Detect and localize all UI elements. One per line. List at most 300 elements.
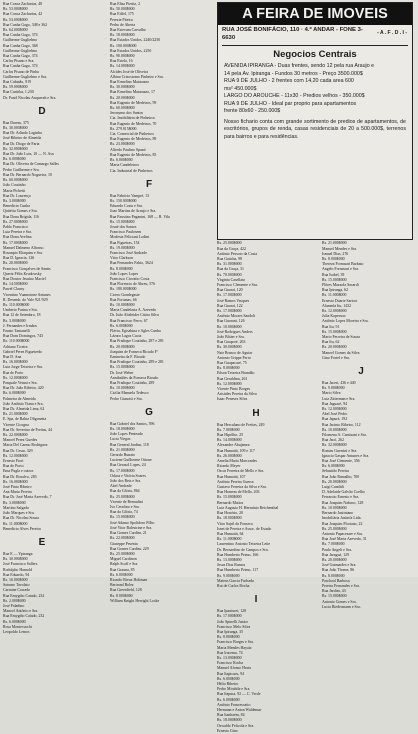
listing-line: Rua Dr. Nicolau Souza <box>3 516 39 521</box>
listing-line: Rs. 30.000$000 <box>217 345 242 350</box>
listing-line: Palmeira de Almeida <box>3 396 36 401</box>
ad-address: RUA JOSÉ BONIFÁCIO, 110 · 4.º ANDAR - FONE 3-6630 <box>222 27 363 41</box>
ad-line: AVENIDA IPIRANGA - Duas frentes, sendo 12 pela rua Araujo e <box>224 63 375 69</box>
listing-line: Rs. 14.000$000 <box>110 64 135 69</box>
listing-line: Rs. 3.000$000 <box>3 500 26 505</box>
listing-line: Carmine Corrado <box>3 588 31 593</box>
listing-line: Carlos Pisano e Sra. <box>3 59 35 64</box>
listing-line: Lucia Viegas <box>110 437 131 442</box>
listing-line: Rs. 90.000$000 <box>110 54 135 59</box>
listing-line: Maria Candelaria A. Azevedo <box>110 308 157 313</box>
listing-line: Perezie Piteira <box>110 17 133 22</box>
listing-line: Rs. 26.000$000 <box>217 453 242 458</box>
listing-line: Rs. 6.000$000 <box>110 158 133 163</box>
listing-line: Vitor Clarkson <box>110 256 133 261</box>
listing-line: Rua Estados Unidos, 2250 <box>110 48 152 53</box>
listing-line: Antonio Gomes e Sra. <box>322 599 357 604</box>
listing-line: Bertrand Bolez <box>110 583 134 588</box>
listing-line: Guilherme Guglielmo e Sra. <box>3 74 48 79</box>
listing-line: Rosanpio Eliaquim e Sra. <box>3 250 43 255</box>
listing-line: Rs. 279.015$000 <box>110 126 137 131</box>
listing-line: Rs. 19.000$000 <box>110 245 135 250</box>
listing-line: José Francisco Sallers <box>3 562 38 567</box>
listing-line: Rua Gomes Cardim, 229 <box>110 546 149 551</box>
section-letter: J <box>358 366 364 378</box>
listing-line: Rua Dona Brígida, 116 <box>3 214 39 219</box>
listing-line: Guilherme Guglielmo <box>3 48 38 53</box>
listing-line: Rua Humaitá, 64 <box>217 531 244 536</box>
listing-line: Rs. 180.000$000 <box>110 287 137 292</box>
listing-line: Rua Dr. José Maria Azevedo, 7 <box>3 495 52 500</box>
ad-line: RUA 9 DE JULHO - Ideal par proprio para apartamentos <box>224 100 357 107</box>
listing-line: Rs. 150.000$000 <box>110 198 137 203</box>
listing-line: Rua Emygdio Caiado, 232 <box>3 593 45 598</box>
listing-line: Luigi Candidi <box>322 485 344 490</box>
listing-line: José Adamo Spolidoro Filho <box>110 520 155 525</box>
listing-line: Pablo Francisco <box>3 224 28 229</box>
listing-line: Rua Francisco Ferro, 67 <box>110 318 148 323</box>
listing-line: Francisco Melo Silva <box>217 624 251 629</box>
listing-line: Rs. 17.000$000 <box>217 293 242 298</box>
listing-line: Rs. 110.000$000 <box>3 339 30 344</box>
listing-line: Rs. 20.000$000 <box>3 261 28 266</box>
listing-line: João Marques e Sra. <box>3 511 35 516</box>
listing-line: Rua Jaguaré, 94 <box>322 401 347 406</box>
listing-line: Rs. 6.000$000 <box>3 157 26 162</box>
listing-line: Rua Estados Unidos, 2240/2250 <box>110 38 161 43</box>
listing-line: Rs. 6.000$000 <box>3 391 26 396</box>
listing-line: Rs. 53.000$000 <box>3 17 28 22</box>
listing-line: Carlos Pisano de Pinho <box>3 69 40 74</box>
listing-line: Antonio Grippe Ferro <box>217 355 251 360</box>
listing-line: Rs. 22.000$000 <box>3 433 28 438</box>
listing-line: Rs. 27.000$000 <box>3 219 28 224</box>
listing-line: Rs. 17.000$000 <box>3 240 28 245</box>
listing-line: Imobiliária Justinfa Ltda. <box>322 516 362 521</box>
listing-line: Vitor Sajril da Fonseca <box>217 521 253 526</box>
listing-line: Rs. 16.000$000 <box>3 479 28 484</box>
listing-line: Rua Cunha Gago, 368 <box>3 43 38 48</box>
listing-line: Rosa Montecucchi <box>3 624 33 629</box>
listing-line: Gerardo Bunato <box>110 453 135 458</box>
listing-line: Rua Ermelino Matarazzo, 17 <box>110 90 155 95</box>
listing-line: Rs. 16.000$000 <box>3 577 28 582</box>
listing-line: Rs. 14.000$000 <box>217 438 242 443</box>
listing-line: Cia. Industrial de Pinheiros <box>110 168 153 173</box>
listing-line: João Spinelli Junior <box>217 619 248 624</box>
section-letter: D <box>38 105 46 117</box>
listing-line: Rua Humaitá, 109 e 117 <box>217 448 255 453</box>
listing-line: Benedicto Alves Pereira <box>3 526 41 531</box>
listing-line: Leopoldo Lemos <box>3 629 30 634</box>
listing-line: Rs. 60.000$000 <box>3 178 28 183</box>
listing-line: Rs. 20.000$000 <box>322 345 347 350</box>
listing-line: Ricardo Rieux Holtman <box>110 577 148 582</box>
listing-line: Rua Dr. Arlindo Laginha <box>3 131 42 136</box>
listing-line: Rua Fernandes Fabio, 3624 <box>110 261 153 266</box>
listing-line: Rua Itu, 62 <box>322 340 340 345</box>
listing-line: José Paladino <box>3 603 25 608</box>
listing-line: Maria Pichetti <box>3 188 26 193</box>
listing-line: Rua Doutor Jesuíno Maciel <box>3 276 46 281</box>
listing-line: Rua João Thome, 86 <box>322 568 355 573</box>
listing-line: Rua Jacó, 262 <box>322 438 344 443</box>
listing-line: Isnet de Pereira e Assoc. de Estado <box>217 526 272 531</box>
listing-line: Rs. 15.000$000 <box>217 495 242 500</box>
listing-line: Rs. 18.000$000 <box>217 718 242 723</box>
listing-line: Vicente Cicogna <box>3 422 29 427</box>
ad-line: LARGO DO AROUCHE - 11x30 - Predios velhos - 350.000$ <box>224 93 365 99</box>
ad-title: A FEIRA DE IMOVEIS <box>218 3 412 25</box>
listing-line: Rs. 50.000$000 <box>110 7 135 12</box>
listing-column-2 <box>110 2 188 604</box>
listing-line: Edson Teixeira Brandão <box>217 371 255 376</box>
ad-code: - A . F . D . I - <box>377 30 407 36</box>
listing-line: Rua Joaquim Floriano, 22 <box>322 521 363 526</box>
listing-line: Maria Candeleiros <box>110 163 139 168</box>
listing-line: Rs. 17.000$000 <box>110 468 135 473</box>
listing-line: Rua 12 de Setembro, 18 <box>3 313 41 318</box>
listing-line: Antônio Lopes Moreira e Sra. <box>322 319 369 324</box>
listing-line: Ferraroio Ernesto e Sra. <box>322 495 360 500</box>
listing-line: Rua de Porto <box>3 370 24 375</box>
listing-line: Rs. 10.000$000 <box>322 427 347 432</box>
listing-line: Rui de Carlos Rocha <box>217 583 250 588</box>
listing-line: Rua Dareas, 375 <box>3 120 29 125</box>
listing-line: Rua Gaúcha, 98 <box>217 256 242 261</box>
listing-line: Mateus Garcia Fachada <box>217 578 254 583</box>
listing-line: Rua da Glória, 864 <box>110 489 140 494</box>
listing-line: Rua Dr. Rosalvo, 283 <box>3 474 37 479</box>
listing-line: Rua Gerasol Lopes, 24 <box>110 463 146 468</box>
listing-line: Rua Eugenio de Medeiros, 99 <box>110 100 157 105</box>
listing-line: Rs. 23.000$000 <box>110 142 135 147</box>
ad-line: ms² 450.000$ <box>224 85 257 92</box>
listing-line: Rua José Maria Azevedo, 31 <box>322 537 367 542</box>
listing-line: Rs. 18.000$000 <box>110 427 135 432</box>
listing-line: Thereza Fornasari Barbato <box>322 262 364 267</box>
listing-line: Rs. 25.000$000 <box>322 526 347 531</box>
listing-line: Rs. 16.000$000 <box>3 360 28 365</box>
listing-line: Rua Cunha Gago, 374 <box>3 64 38 69</box>
listing-line: José Pinto Ribeiro <box>3 485 32 490</box>
listing-line: Gustavo Ferreira da Silva e Sra. <box>217 485 267 490</box>
listing-line: Antônio Francescatto <box>217 702 251 707</box>
listing-line: Rs. 21.000$000 <box>110 447 135 452</box>
listing-line: Rs. 10.000$000 <box>217 324 242 329</box>
listing-line: Rs. 20.000$000 <box>322 557 347 562</box>
listing-line: Amelia Maria Marcondes <box>217 459 257 464</box>
listing-line: Rua Cunha Gago, 348 e 362 <box>3 22 48 27</box>
listing-line: Gabriel Perez Figueiredo <box>3 349 43 354</box>
listing-line: Rs. 17.000$000 <box>217 614 242 619</box>
listing-line: Antônio Pessoto da Costa <box>217 251 258 256</box>
listing-line: Rs. 15.000$000 <box>322 329 347 334</box>
listing-line: Rs. 11.000$000 <box>217 537 242 542</box>
listing-line: Manuel Mendes e Sra. <box>322 246 358 251</box>
listing-line: Ricardo Meyer <box>217 464 241 469</box>
listing-line: Rua Dona Avelina <box>3 235 32 240</box>
listing-line: Oscar Ferreira de Mello e Sra. <box>217 469 265 474</box>
section-letter: E <box>38 536 46 548</box>
listing-line: Rs. 30.000$000 <box>3 126 28 131</box>
listing-line: Rua Fradique Coutinho, 287 e 281 <box>110 339 164 344</box>
listing-line: Rua Isabel, 39 <box>322 272 345 277</box>
listing-line: Rua Iracema, 74 <box>217 650 243 655</box>
listing-line: Jesus Dias Ramos <box>217 563 246 568</box>
listing-line: Annibaldes da Fonseca Bicudo <box>110 375 159 380</box>
listing-line: Antônio Moraes Sandoli <box>217 314 256 319</box>
listing-line: Alcides José de Oliveira <box>110 69 148 74</box>
advertisement-box <box>217 2 413 240</box>
listing-line: Rua Itu, 91 <box>322 324 340 329</box>
listing-line: D. Adelaide Galvão Coelho <box>322 490 366 495</box>
listing-line: Cicilia Manuela Tedesco <box>110 391 149 396</box>
listing-line: Ignacio Gaspar Antunes e Sra. <box>322 453 370 458</box>
listing-line: Francisco Paulosem <box>110 230 142 235</box>
listing-line: Rs. 8.000$000 <box>110 266 133 271</box>
listing-line: José Guimarães e Sra. <box>322 563 357 568</box>
listing-line: Rua Ipauturet, 128 <box>217 609 247 614</box>
listing-line: Rua Dr. Bernardo Nogueira, 10 <box>3 172 52 177</box>
listing-line: Pedro Mirabile e Sra. <box>217 687 251 692</box>
listing-line: Luiz Jorge Teixeira e Sra. <box>3 365 43 370</box>
listing-line: Rs. 15.000$000 <box>110 219 135 224</box>
listing-line: Rua José Clemente, 356 <box>322 459 360 464</box>
listing-line: Pereira Fernandes e Sra. <box>322 583 360 588</box>
listing-line: Rua Jacinto Ribeiro, 112 <box>322 422 361 427</box>
listing-line: Rs. 64.000$000 <box>3 28 28 33</box>
listing-line: Joaquim de Fonseca Bicudo Fº <box>110 349 159 354</box>
listing-line: Josué dos Santos <box>110 224 137 229</box>
listing-line: Quitéria Gomes e Sra. <box>3 209 38 214</box>
listing-line: Giuseppe Pesenta <box>110 541 138 546</box>
listing-line: Rua Homem de Mello, 203 <box>217 490 260 495</box>
listing-line: Rua Estela, 16 <box>110 59 133 64</box>
listing-line: Rs. 25.000$000 <box>110 494 135 499</box>
listing-line: José Ramos Vasques <box>217 298 250 303</box>
listing-line: Dr. Bernardino de Campos e Sra. <box>217 547 269 552</box>
listing-line: Rua E — Ypiranga <box>3 551 33 556</box>
listing-line: Rs. 12.000$000 <box>3 453 28 458</box>
listing-line: Rs. 6.000$000 <box>3 619 26 624</box>
listing-line: Jeronymo dos Santos <box>110 111 144 116</box>
listing-line: Rua Guaporé, 263 <box>217 340 246 345</box>
listing-line: Rs. 3.000$000 <box>3 198 26 203</box>
listing-line: Romeu Guerrini e Sra. <box>322 448 358 453</box>
listing-line: Sebastião Pereira <box>322 469 349 474</box>
listing-line: Rs. 2.000$000 <box>3 598 26 603</box>
listing-line: Eaninetta da F. Bicudo <box>110 355 146 359</box>
listing-line: Abel José Pedro <box>322 412 348 417</box>
listing-line: Rua Gomes Cardim, 21 <box>110 531 147 536</box>
listing-line: Joao Martins de Araujo e Sra. <box>110 209 157 214</box>
listing-line: Rua Herculano de Freitas, 249 <box>217 422 265 427</box>
listing-line: Vicentino Vuamotone Antunes <box>3 292 51 297</box>
listing-line: Modesta Feliciani Lodini <box>110 235 150 240</box>
ad-line: RUA 9 DE JULHO - 2 frentes com 14,20 cada area 600 <box>224 78 354 84</box>
listing-line: Maria Del Carmo Rodriguez <box>3 443 48 448</box>
listing-line: Rua D. Ana <box>3 355 22 359</box>
section-letter: F <box>145 178 153 190</box>
listing-line: Rua Cubatão, 919 <box>3 80 31 85</box>
listing-line: Pasquale Vetani e Sra. <box>3 381 38 386</box>
listing-line: Francisco Rocha <box>217 661 244 666</box>
listing-line: Rs. 70.000$000 <box>217 272 242 277</box>
listing-line: Rs. 8.000$000 <box>322 256 345 261</box>
listing-line: Rua Humberto Primo, 117 <box>217 568 259 573</box>
listing-line: Rs. 10.000$000 <box>110 386 135 391</box>
listing-line: Francisco Gonçalves de Santis <box>3 266 51 271</box>
listing-line: Rua Elisa Pieritz, 2 <box>110 2 141 6</box>
listing-line: Adriano Ticeira <box>3 344 28 349</box>
listing-line: Rua Jaceri, 436 e 440 <box>322 381 356 386</box>
listing-line: Guilherme Guglielmo <box>3 38 38 43</box>
listing-line: Ernesto Duarte Sartori <box>322 298 358 303</box>
listing-line: Rs. 59.000$000 <box>3 85 28 90</box>
listing-line: Francisco Clemente e Sra. <box>217 282 258 287</box>
listing-line: Ismael Dias, 276 <box>322 251 349 256</box>
listing-line: Rua Fradique Coutinho, 289 <box>110 381 155 386</box>
listing-column-1 <box>3 2 81 635</box>
listing-line: João Coutinho <box>3 183 26 188</box>
listing-line: Rs. 9.000$000 <box>217 573 240 578</box>
listing-line: Flávia, Egisabina e Agles Cunha <box>110 328 161 333</box>
listing-line: Rua Guarani, 126 <box>217 319 245 324</box>
listing-line: Rua Dom Domingos, 743 <box>3 334 43 339</box>
ad-divider <box>222 45 408 46</box>
listing-line: Pedro Guilherme e Sra. <box>3 167 40 172</box>
listing-line: Rua Dr. Lourenço <box>3 193 31 198</box>
listing-line: Rs. 32.000$000 <box>3 146 28 151</box>
listing-line: Rua Cunha Gago, 374 <box>3 33 38 38</box>
listing-line: João Antônio Viana e Sra. <box>3 401 44 406</box>
listing-line: Rs. 8.000$000 <box>322 573 345 578</box>
listing-line: Benedicto Cunha <box>3 204 30 209</box>
listing-line: Gino Fortel e Sra. <box>322 355 350 360</box>
listing-line: William Knight Herright Locke <box>110 598 160 603</box>
listing-line: Rua Florencio de Abreu, 576 <box>110 282 156 287</box>
listing-line: Rs. 30.000$000 <box>110 85 135 90</box>
listing-line: João Lopes Penteado <box>110 432 143 437</box>
listing-line: Rodolpho Harnold <box>3 567 33 572</box>
listing-line: Paulo Angeli e Sra. <box>322 547 353 552</box>
listing-line: Rua Estevam Carvalho <box>110 28 146 33</box>
listing-line: Luciene Guilherme Ottone <box>110 458 152 463</box>
listing-line: Maria Mendes Hayaiz <box>217 645 252 650</box>
listing-line: Pedro Gianotti e Sra. <box>110 396 143 401</box>
listing-line: Laurentino Antonio Teixeira Leite <box>217 542 271 547</box>
listing-line: Rua Eugenio de Medeiros, 89 <box>110 137 157 142</box>
listing-line: Rua Dr. Oliveira de Camargo Salles <box>3 162 59 167</box>
listing-line: Rs. 6.000$000 <box>110 572 133 577</box>
listing-line: Rs. 6.000$000 <box>110 323 133 328</box>
listing-line: Rs. 6.000$000 <box>217 676 240 681</box>
listing-line: Rua Conca Zacharias, 48 <box>3 2 43 6</box>
listing-line: Abel Andrade <box>110 484 132 489</box>
listing-line: Ana Maria Pereira <box>3 490 32 495</box>
listing-line: Rua Ermelino Matarazzo <box>110 80 150 85</box>
listing-line: Rua Eduardo, 94 <box>3 572 30 577</box>
listing-line: Vicente de Bernadini <box>110 499 143 504</box>
listing-line: Vicente Pinto Borges <box>217 387 250 392</box>
listing-line: Rs. 7.000$000 <box>217 427 240 432</box>
section-letter: G <box>145 406 153 418</box>
listing-line: Rua D. Ignacia, 126 <box>3 256 35 261</box>
listing-line: Rs. 13.000$000 <box>217 655 242 660</box>
section-letter: I <box>254 594 258 606</box>
listing-line: Oduca e Vitória Soares <box>110 473 146 478</box>
listing-line: Saturno Tavolato <box>3 583 30 588</box>
ad-paragraph: Nosso fichario conta com grande sortimento de predios de apartamentos, de escritórios, grupos de renda, casas residenciais de 20 a 500.000$, terrenos para bairros e para residências. <box>224 118 406 140</box>
listing-line: Pawel Clausy <box>3 287 25 292</box>
listing-line: Rua da Graça, 31 <box>217 267 245 272</box>
listing-line: Manoel Antônio e Sra. <box>3 609 39 614</box>
listing-line: Nair Branco de Aguiar <box>217 350 253 355</box>
listing-line: José Vitor Balestrine e Sra. <box>110 525 153 530</box>
listing-line: Rua Jaraguá, 129 <box>322 552 349 557</box>
listing-line: Manoel Gomes da Silva <box>322 350 360 355</box>
listing-line: Francisco José Andrade <box>110 250 147 255</box>
listing-line: Rua Geraldina, 261 <box>217 376 248 381</box>
listing-line: Ralph Scaff e Sra. <box>110 562 139 567</box>
listing-line: Rs. 15.000$000 <box>110 365 135 370</box>
ad-heading: Negocios Centrais <box>273 49 357 60</box>
listing-line: Rua do Porto <box>3 464 24 469</box>
listing-line: Manuel Afonso Horta <box>217 666 251 671</box>
listing-line: Rs. 25.000$000 <box>217 241 242 246</box>
listing-line: Rs. 10.000$000 <box>110 302 135 307</box>
listing-line: Rua da Glória, 74 <box>110 510 138 515</box>
listing-line: Paschoal Barbosa <box>322 578 350 583</box>
listing-line: Rs. 10.000$000 <box>322 505 347 510</box>
listing-line: Luiz Pereira e Sra. <box>3 230 32 235</box>
listing-line: Rs. 18.000$000 <box>217 516 242 521</box>
listing-line: Luiz Augusto H. Hermínio Reichenthal <box>217 505 279 510</box>
listing-line: Rs. 12.000$000 <box>322 308 347 313</box>
listing-line: Hélio Ribeiro <box>217 681 239 686</box>
listing-line: Luiz Zitterman e Sra. <box>322 396 356 401</box>
listing-line: R. Desemb. do Vale 921/929 <box>3 297 48 302</box>
listing-line: Fausto Tamanelli <box>3 328 30 333</box>
listing-line: José Rodrigues Anders <box>217 329 253 334</box>
listing-line: Rua Dr. Severino de Freitas, 44 <box>3 427 52 432</box>
listing-line: Rs. 12.000$000 <box>322 407 347 412</box>
listing-line: Rua Eiffel, 175 <box>110 12 134 17</box>
listing-line: Rua Eugenio de Medeiros, 85 <box>110 152 157 157</box>
listing-line: Alameda Itu, 1432 <box>322 303 352 308</box>
listing-line: Rua Dr. João Ribeiro, 420 <box>3 386 44 391</box>
listing-line: Martino Salgado <box>3 505 30 510</box>
listing-line: Rs. 20.000$000 <box>110 95 135 100</box>
listing-line: José Ribeiro de Almeida <box>3 136 42 141</box>
listing-line: Rs. 17.000$000 <box>217 308 242 313</box>
listing-line: Rua Grauna, 85 <box>110 567 135 572</box>
listing-line: Rs. 31.000$000 <box>217 262 242 267</box>
listing-line: Rs. 6.000$000 <box>217 697 240 702</box>
listing-line: Antônio Pereira Guerra <box>217 479 254 484</box>
listing-line: João Bôtter e Sra. <box>217 335 245 339</box>
listing-line: E. Spa, de Bahia Oligonetta <box>3 417 47 422</box>
listing-line: Rs. 15.000$000 <box>110 515 135 520</box>
listing-line: Dr. José Weber <box>110 370 134 375</box>
listing-line: Pedro de Aberta <box>110 22 136 27</box>
listing-line: Lucia Biedermann e Sra. <box>322 604 361 609</box>
listing-line: Rua Fradique Coutinho, 289 e 281 <box>110 360 164 365</box>
listing-line: Rs. 8.000$000 <box>217 635 240 640</box>
listing-line: Rua Dr. Almeida Lima, 62 <box>3 407 45 412</box>
listing-line: Ema Pugla e outros <box>3 469 34 474</box>
